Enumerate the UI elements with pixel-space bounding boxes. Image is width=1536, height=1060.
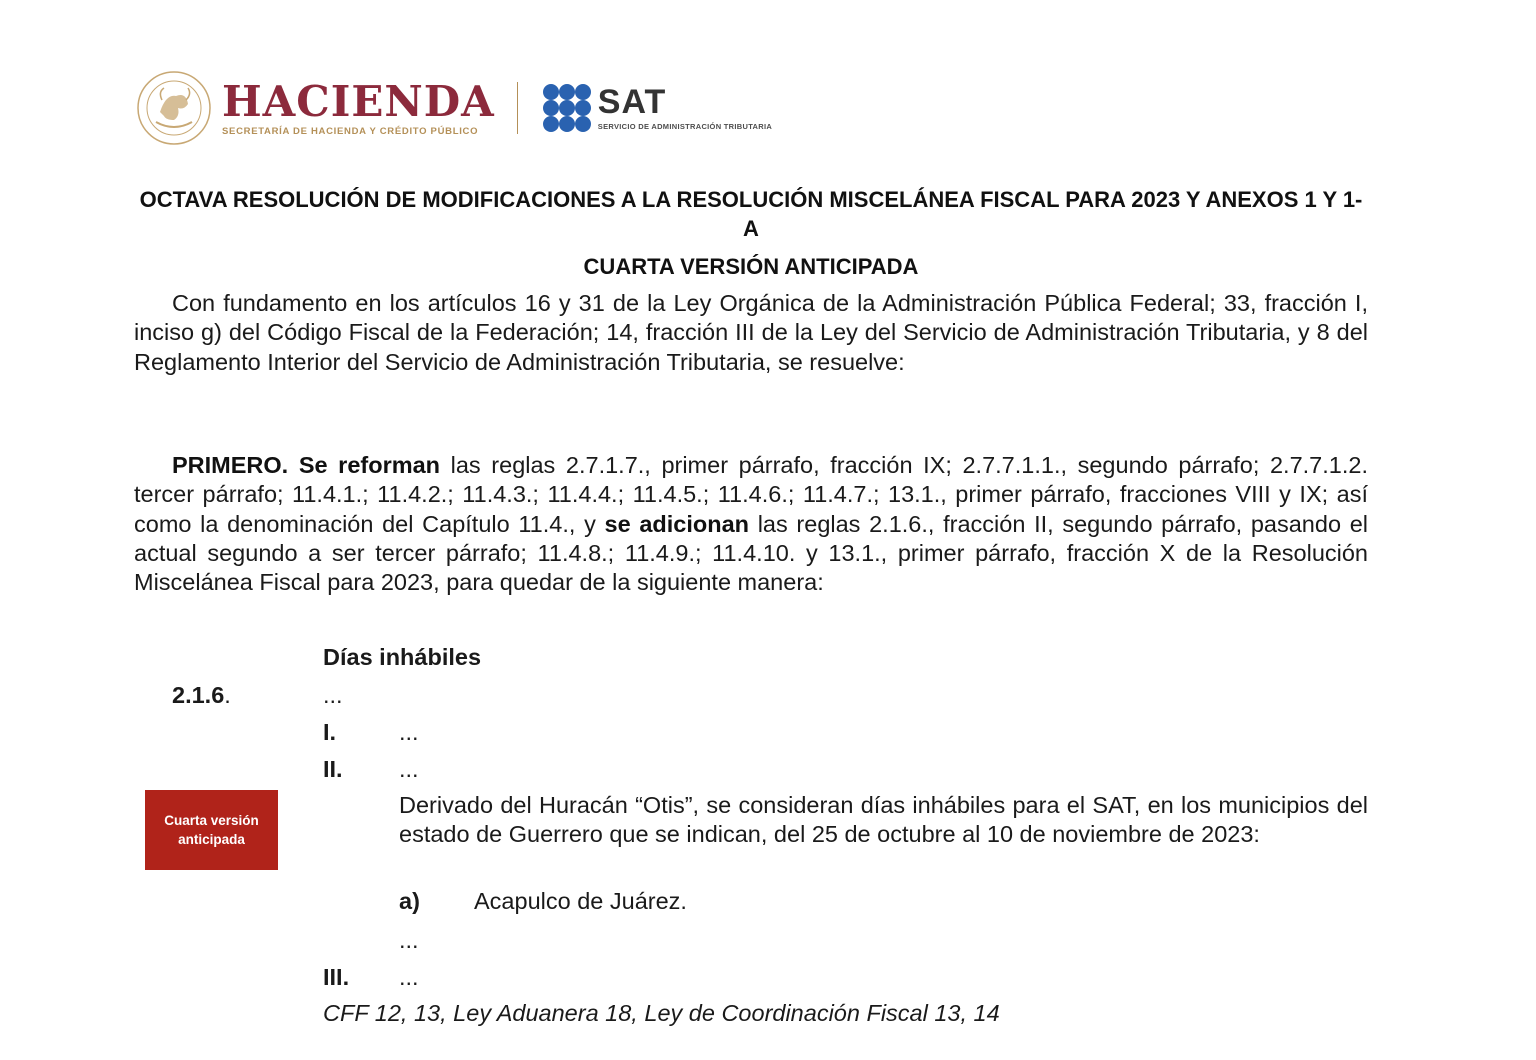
document-version-title: CUARTA VERSIÓN ANTICIPADA	[583, 254, 919, 279]
primero-paragraph	[134, 451, 1368, 597]
fraction-III-label: III.	[323, 964, 350, 990]
version-badge	[145, 790, 278, 870]
hacienda-logo	[222, 76, 495, 137]
primero-bold-2: se adicionan	[604, 510, 750, 537]
item-a-text: Acapulco de Juárez.	[474, 888, 687, 914]
legal-citation: CFF 12, 13, Ley Aduanera 18, Ley de Coordinación Fiscal 13, 14	[323, 1000, 1000, 1026]
primero-text-2: las reglas 2.1.6., fracción II, segundo párrafo, pasando el actual segundo a ser tercer párrafo; 11.4.8.; 11.4.9.; 11.4.10. y 13.1., primer párrafo, fracción X de la Resolución Miscelánea Fiscal para 2023, para quedar de la siguiente manera:	[134, 510, 1368, 596]
rule-ellipsis: ...	[323, 682, 343, 708]
item-ellipsis: ...	[399, 927, 419, 953]
fraction-II-label: II.	[323, 756, 343, 782]
sat-dots-icon	[542, 83, 592, 133]
document-title: OCTAVA RESOLUCIÓN DE MODIFICACIONES A LA RESOLUCIÓN MISCELÁNEA FISCAL PARA 2023 Y ANEXOS 1 Y 1-A	[139, 187, 1363, 241]
hacienda-subtitle: SECRETARÍA DE HACIENDA Y CRÉDITO PÚBLICO	[222, 125, 479, 137]
fraction-III-ellipsis: ...	[399, 964, 419, 990]
header-logos	[136, 68, 772, 148]
rule-number	[172, 681, 231, 710]
version-badge-label: Cuarta versión anticipada	[164, 813, 259, 847]
fraction-I-ellipsis: ...	[399, 719, 419, 745]
fraction-II-ellipsis: ...	[399, 756, 419, 782]
mexican-seal-icon	[136, 70, 212, 146]
sat-logo	[598, 85, 772, 131]
logo-divider	[517, 82, 518, 134]
hacienda-wordmark: HACIENDA	[222, 76, 495, 126]
primero-lead: PRIMERO. Se reforman	[172, 452, 441, 478]
rule-number-suffix: .	[224, 682, 231, 708]
sat-subtitle: SERVICIO DE ADMINISTRACIÓN TRIBUTARIA	[597, 122, 773, 131]
fraction-I-label: I.	[323, 719, 337, 745]
rule-heading: Días inhábiles	[323, 644, 482, 670]
intro-paragraph: Con fundamento en los artículos 16 y 31 de la Ley Orgánica de la Administración Pública Federal; 33, fracción I, inciso g) del Código Fiscal de la Federación; 14, fracción III de la Ley del Servicio de Administración Tributaria, y 8 del Reglamento Interior del Servicio de Administración Tributaria, se resuelve:	[134, 290, 1368, 375]
sat-wordmark: SAT	[597, 83, 667, 121]
otis-paragraph: Derivado del Huracán “Otis”, se consideran días inhábiles para el SAT, en los municipios del estado de Guerrero que se indican, del 25 de octubre al 10 de noviembre de 2023:	[399, 792, 1368, 848]
primero-text-1: las reglas 2.7.1.7., primer párrafo, fracción IX; 2.7.7.1.1., segundo párrafo; 2.7.7.1.2. tercer párrafo; 11.4.1.; 11.4.2.; 11.4.3.; 11.4.4.; 11.4.5.; 11.4.6.; 11.4.7.; 13.1., primer párrafo, fracciones VIII y IX; así como la denominación del Capítulo 11.4., y	[134, 452, 1368, 537]
rule-number-value: 2.1.6	[172, 682, 225, 708]
item-a-label: a)	[399, 888, 420, 914]
